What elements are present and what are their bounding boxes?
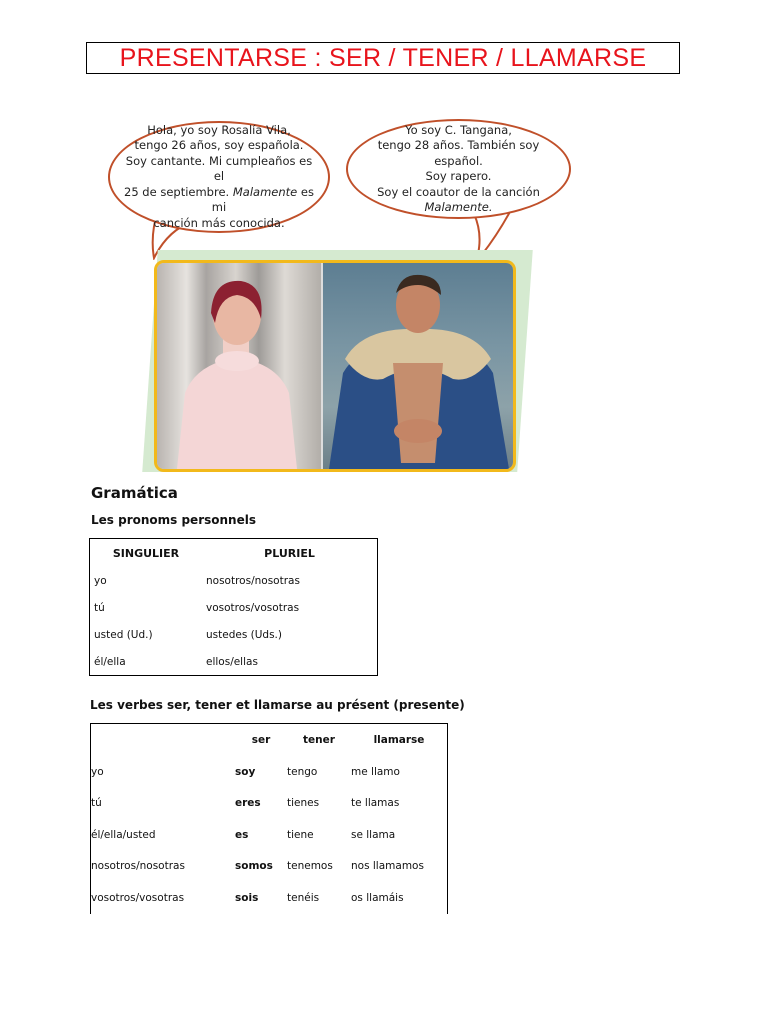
- photo-tangana: [323, 263, 513, 469]
- header-ser: ser: [251, 734, 271, 746]
- table-row: [91, 882, 448, 914]
- cell: somos: [235, 860, 273, 873]
- cell: yo: [91, 765, 104, 778]
- cell: él/ella/usted: [91, 828, 156, 841]
- table-row: [91, 819, 448, 851]
- verbs-table-container: [90, 723, 450, 915]
- header-blank: [91, 724, 236, 757]
- grammar-heading: Gramática: [91, 484, 178, 502]
- speech-bubble-rosalia: Hola, yo soy Rosalía Vila, tengo 26 años, soy española. Soy cantante. Mi cumpleaños es el 25 de septiembre. Malamente es mi canción más conocida.: [108, 121, 330, 233]
- cell: nos llamamos: [351, 860, 424, 873]
- cell: vosotros/vosotras: [206, 601, 300, 614]
- table-row: [90, 621, 378, 648]
- cell: sois: [235, 891, 259, 904]
- cell: ustedes (Uds.): [206, 628, 282, 641]
- verbs-heading: Les verbes ser, tener et llamarse au présent (presente): [90, 698, 465, 712]
- page-title: PRESENTARSE : SER / TENER / LLAMARSE: [86, 42, 680, 74]
- cell: tiene: [287, 828, 314, 841]
- cell: se llama: [351, 828, 396, 841]
- cell: eres: [235, 797, 261, 810]
- cell: os llamáis: [351, 891, 404, 904]
- table-row: [91, 788, 448, 820]
- table-header-row: [91, 724, 448, 757]
- tangana-figure: [323, 263, 513, 469]
- cell: te llamas: [351, 797, 400, 810]
- verbs-table: [90, 723, 448, 914]
- table-header-row: [90, 539, 378, 568]
- header-pluriel: PLURIEL: [264, 546, 315, 560]
- cell: tienes: [287, 797, 320, 810]
- cell: nosotros/nosotras: [91, 860, 185, 873]
- cell: me llamo: [351, 765, 400, 778]
- photo-panel: [142, 250, 522, 472]
- cell: usted (Ud.): [94, 628, 153, 641]
- photo-rosalia: [157, 263, 321, 469]
- cell: vosotros/vosotras: [91, 891, 185, 904]
- cell: yo: [94, 574, 107, 587]
- speech-bubble-tangana: Yo soy C. Tangana, tengo 28 años. También soy español. Soy rapero. Soy el coautor de la canción Malamente.: [346, 119, 571, 219]
- rosalia-figure: [157, 263, 321, 469]
- table-row: [91, 756, 448, 788]
- cell: tengo: [287, 765, 318, 778]
- table-row: [90, 648, 378, 676]
- cell: tenéis: [287, 891, 320, 904]
- photo-frame: [154, 260, 516, 472]
- cell: ellos/ellas: [206, 655, 258, 668]
- pronouns-table: [89, 538, 378, 676]
- cell: tú: [91, 797, 102, 810]
- header-llamarse: llamarse: [373, 734, 425, 746]
- header-tener: tener: [303, 734, 335, 746]
- cell: soy: [235, 765, 256, 778]
- cell: nosotros/nosotras: [206, 574, 300, 587]
- pronouns-heading: Les pronoms personnels: [91, 513, 256, 527]
- cell: tenemos: [287, 860, 333, 873]
- table-row: [90, 567, 378, 594]
- cell: tú: [94, 601, 105, 614]
- cell: es: [235, 828, 249, 841]
- cell: él/ella: [94, 655, 126, 668]
- table-row: [91, 851, 448, 883]
- header-singulier: SINGULIER: [112, 546, 180, 560]
- table-row: [90, 594, 378, 621]
